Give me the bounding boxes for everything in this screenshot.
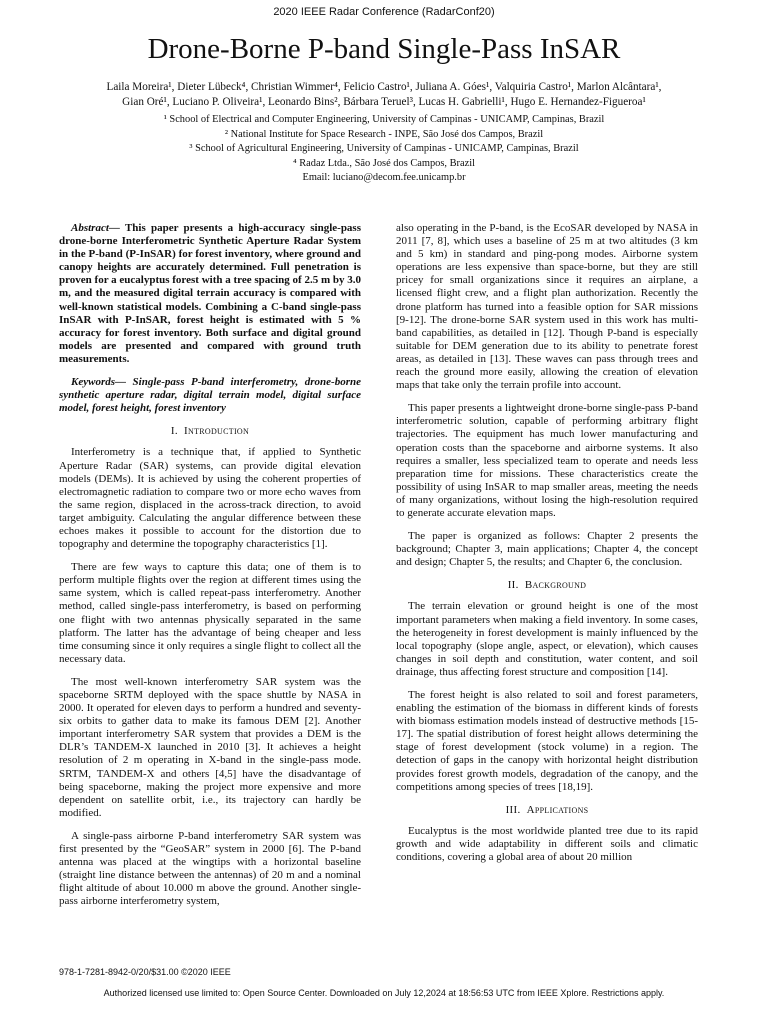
authors-line-2: Gian Oré¹, Luciano P. Oliveira¹, Leonardo Bins², Bárbara Teruel³, Lucas H. Gabrielli¹, Hugo E. Hernandez-Figueroa¹ [122,96,646,108]
section-heading-introduction [59,425,361,438]
paragraph: also operating in the P-band, is the EcoSAR developed by NASA in 2011 [7, 8], which uses a baseline of 25 m at two altitudes (3 km and 5 km) in standard and ping-pong modes. Airborne system operations are less expensive than space-borne, but they are still pricey for small organizations since it requires an airplane, a licensed flight crew, and a flight plan authorization. Recently the drone platform has turned into a feasible option for SAR missions [9-12]. The drone-borne SAR system used in this work has multi-band capabilities, as detailed in [12]. Though P-band is especially suitable for DEM generation due to its ability to penetrate forest areas, as detailed in [13]. These waves can pass through trees and reach the ground more easily, allowing the creation of elevation maps that take only the terrain profile into account. [396,222,698,392]
abstract-lead: Abstract— [71,222,120,234]
section-number: I. [170,425,178,438]
paragraph: Interferometry is a technique that, if applied to Synthetic Aperture Radar (SAR) systems, can provide digital elevation models (DEMs). It is achieved by using the coherent properties of electromagnetic radiation to compare two or more echo waves from the same region, displaced in the across-track direction, to avoid target ambiguity. Calculating the angular difference between these echoes makes it possible to account for the distortion due to topography and determine the topography characteristics [1]. [59,446,361,551]
section-heading-background [396,579,698,592]
keywords: Keywords— Single-pass P-band interferometry, drone-borne synthetic aperture radar, digital terrain model, digital surface model, forest height, forest inventory [59,376,361,415]
affiliation-1: ¹ School of Electrical and Computer Engineering, University of Campinas - UNICAMP, Campinas, Brazil [163,114,605,125]
affiliation-3: ³ School of Agricultural Engineering, University of Campinas - UNICAMP, Campinas, Brazil [189,143,579,154]
section-number: III. [505,803,521,816]
abstract-body: This paper presents a high-accuracy single-pass drone-borne Interferometric Synthetic Aperture Radar System in the P-band (P-InSAR) for forest inventory, where ground and canopy heights are accurately determined. Full penetration is proven for a eucalyptus forest with a tree spacing of 2.5 m by 3.0 m, and the measured digital terrain accuracy is compared with well-known statistical models. Combining a C-band single-pass InSAR with P-InSAR, forest height is estimated with 5 % accuracy for forest inventory. Both surface and digital ground models are presented and compared with ground truth measurements. [59,222,361,365]
abstract [59,222,361,366]
left-column [59,222,361,919]
section-heading-applications [396,804,698,817]
paragraph: There are few ways to capture this data; one of them is to perform multiple flights over the region at different times using the same system, which is called repeat-pass interferometry. Another method, called single-pass interferometry, is based on performing one flight with two antennas physically separated in the same platform. The latter has the advantage of being cheaper and less time consuming since it only requires a single flight to collect all the necessary data. [59,561,361,665]
section-title: Introduction [184,425,250,438]
paragraph: This paper presents a lightweight drone-borne single-pass P-band interferometric solution, capable of performing arbitrary flight trajectories. The equipment has much lower manufacturing and operation costs than the spaceborne and airborne systems. It also requires a smaller, less specialized team to operate and needs less preparation time for missions. These characteristics create the possibility of using InSAR to map smaller areas, meeting the needs of many organizations, without losing the high-resolution required to generate accurate elevation maps. [396,402,698,519]
license-notice: Authorized licensed use limited to: Open Source Center. Downloaded on July 12,2024 at 18:56:53 UTC from IEEE Xplore. Restrictions apply. [103,988,665,998]
paragraph: Eucalyptus is the most worldwide planted tree due to its rapid growth and wide adaptability in different soils and climatic conditions, covering a global area of about 20 million [396,824,698,864]
conference-header: 2020 IEEE Radar Conference (RadarConf20) [273,6,495,18]
paragraph: The forest height is also related to soil and forest parameters, enabling the estimation of the biomass in different kinds of forests with biomass estimation models instead of destructive methods [15-17]. The spatial distribution of forest height allows determining the stage of forest development (stock volume) in a region. The detection of gaps in the canopy with horizontal height distribution provides forest growth models, degradation of the canopy, and the competitions among species of trees [18,19]. [396,689,698,793]
affiliation-2: ² National Institute for Space Research - INPE, São José dos Campos, Brazil [224,128,544,140]
authors-line-1: Laila Moreira¹, Dieter Lübeck⁴, Christian Wimmer⁴, Felicio Castro¹, Juliana A. Góes¹, Valquiria Castro¹, Marlon Alcântara¹, [106,81,662,93]
contact-email: Email: luciano@decom.fee.unicamp.br [302,172,466,183]
author-list [40,80,728,110]
section-title: Background [524,579,587,592]
affiliation-4: ⁴ Radaz Ltda., São José dos Campos, Brazil [293,157,475,169]
paragraph: A single-pass airborne P-band interferometry SAR system was first presented by the “GeoSAR” system in 2000 [6]. The P-band antenna was placed at the wingtips with a horizontal baseline (straight line distance between the antennas) of 20 m and a nominal flight altitude of about 10.000 m above the ground. Another single-pass airborne interferometry system, [59,829,361,908]
affiliations [40,113,728,186]
paragraph: The most well-known interferometry SAR system was the spaceborne SRTM deployed with the space shuttle by NASA in 2000. It operated for eleven days to perform a hundred and seventy-six orbits to gather data to make its famous DEM [2]. Another important interferometry SAR system that provides a DEM is the DLR’s TANDEM-X launched in 2010 [3]. It achieves a height resolution of 2 m operating in X-band in the single-pass mode. SRTM, TANDEM-X and others [4,5] have the disadvantage of being spaceborne, making the project more expensive and more dependent on satellite orbit, i.e., its trajectory can hardly be modified. [59,675,361,819]
right-column [396,222,698,874]
section-number: II. [507,579,519,592]
paragraph: The paper is organized as follows: Chapter 2 presents the background; Chapter 3, main applications; Chapter 4, the concept and design; Chapter 5, the results; and Chapter 6, the conclusion. [396,530,698,569]
copyright-isbn: 978-1-7281-8942-0/20/$31.00 ©2020 IEEE [59,967,231,977]
paragraph: The terrain elevation or ground height is one of the most important parameters when making a field inventory. In some cases, the heterogeneity in forest development is mainly influenced by the local topography (slope angle, aspect, or elevation), which causes changes in soil depth and constitution, water content, and soil drainage, thus affecting forest structure and composition [14]. [396,600,698,678]
paper-title: Drone-Borne P-band Single-Pass InSAR [147,33,621,65]
section-title: Applications [526,803,589,816]
